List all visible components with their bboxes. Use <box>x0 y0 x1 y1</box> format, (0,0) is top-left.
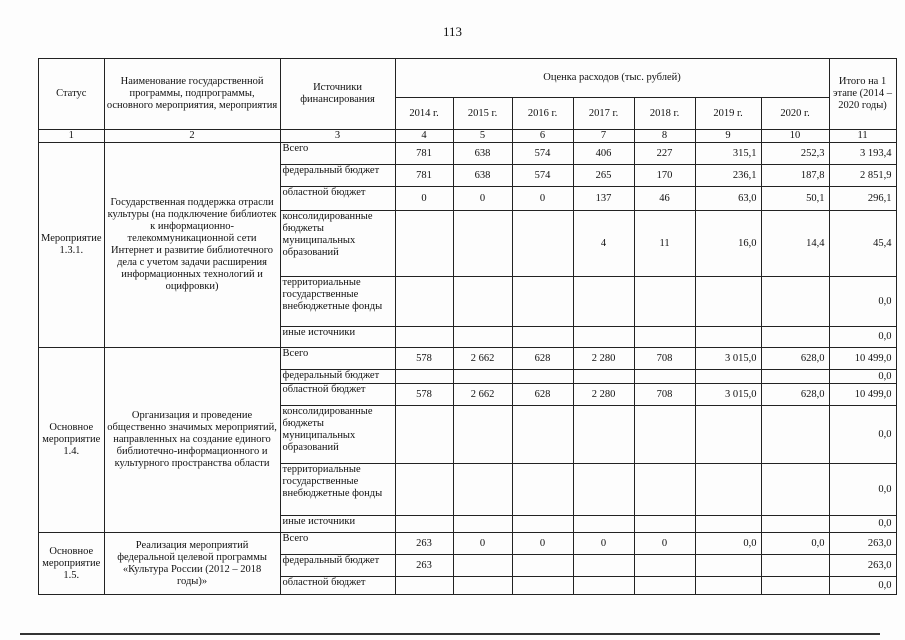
value-cell: 628 <box>512 348 573 370</box>
value-cell <box>573 577 634 595</box>
value-cell <box>695 370 761 384</box>
value-cell: 3 015,0 <box>695 384 761 406</box>
value-cell <box>634 370 695 384</box>
source-cell: федеральный бюджет <box>280 555 395 577</box>
value-cell: 4 <box>573 211 634 277</box>
value-cell <box>761 370 829 384</box>
value-cell <box>695 577 761 595</box>
value-cell <box>573 516 634 533</box>
value-cell: 315,1 <box>695 143 761 165</box>
value-cell <box>695 555 761 577</box>
column-number: 7 <box>573 130 634 143</box>
total-cell: 296,1 <box>829 187 896 211</box>
column-number: 4 <box>395 130 453 143</box>
value-cell: 574 <box>512 165 573 187</box>
value-cell: 0,0 <box>761 533 829 555</box>
header-year: 2019 г. <box>695 98 761 130</box>
value-cell <box>395 577 453 595</box>
value-cell <box>573 327 634 348</box>
value-cell: 3 015,0 <box>695 348 761 370</box>
value-cell <box>761 577 829 595</box>
value-cell <box>453 211 512 277</box>
source-cell: иные источники <box>280 516 395 533</box>
page-number: 113 <box>442 24 463 39</box>
total-cell: 0,0 <box>829 464 896 516</box>
header-year: 2017 г. <box>573 98 634 130</box>
value-cell <box>395 327 453 348</box>
value-cell <box>761 406 829 464</box>
column-number: 8 <box>634 130 695 143</box>
value-cell <box>634 577 695 595</box>
value-cell: 265 <box>573 165 634 187</box>
total-cell: 2 851,9 <box>829 165 896 187</box>
value-cell: 0 <box>453 533 512 555</box>
value-cell <box>453 555 512 577</box>
source-cell: областной бюджет <box>280 577 395 595</box>
name-cell: Организация и проведение общественно значимых мероприятий, направленных на создание единого библиотечно-информационного и культурного пространства области <box>104 348 280 533</box>
value-cell <box>573 555 634 577</box>
column-number: 5 <box>453 130 512 143</box>
value-cell: 574 <box>512 143 573 165</box>
value-cell <box>512 277 573 327</box>
source-cell: федеральный бюджет <box>280 370 395 384</box>
value-cell: 708 <box>634 384 695 406</box>
value-cell <box>634 406 695 464</box>
value-cell: 638 <box>453 143 512 165</box>
total-cell: 3 193,4 <box>829 143 896 165</box>
value-cell <box>395 277 453 327</box>
value-cell <box>453 577 512 595</box>
value-cell <box>695 277 761 327</box>
table-row <box>39 348 897 370</box>
header-total: Итого на 1 этапе (2014 – 2020 годы) <box>829 59 896 130</box>
source-cell: консолидированные бюджеты муниципальных образований <box>280 406 395 464</box>
value-cell: 406 <box>573 143 634 165</box>
value-cell <box>512 555 573 577</box>
source-cell: Всего <box>280 348 395 370</box>
value-cell <box>395 211 453 277</box>
column-number: 3 <box>280 130 395 143</box>
value-cell <box>512 516 573 533</box>
value-cell: 187,8 <box>761 165 829 187</box>
source-cell: федеральный бюджет <box>280 165 395 187</box>
source-cell: областной бюджет <box>280 384 395 406</box>
column-number: 2 <box>104 130 280 143</box>
value-cell: 0 <box>573 533 634 555</box>
value-cell <box>695 327 761 348</box>
value-cell: 137 <box>573 187 634 211</box>
value-cell: 0 <box>395 187 453 211</box>
value-cell <box>512 464 573 516</box>
value-cell: 0 <box>512 533 573 555</box>
status-cell: Основное мероприятие 1.5. <box>39 533 105 595</box>
value-cell <box>453 370 512 384</box>
value-cell: 170 <box>634 165 695 187</box>
total-cell: 0,0 <box>829 327 896 348</box>
value-cell: 236,1 <box>695 165 761 187</box>
value-cell <box>634 516 695 533</box>
value-cell <box>453 516 512 533</box>
value-cell: 252,3 <box>761 143 829 165</box>
value-cell <box>761 464 829 516</box>
value-cell: 628 <box>512 384 573 406</box>
bottom-rule <box>20 633 880 635</box>
value-cell: 0 <box>512 187 573 211</box>
status-cell: Мероприятие 1.3.1. <box>39 143 105 348</box>
header-year: 2020 г. <box>761 98 829 130</box>
value-cell <box>512 577 573 595</box>
value-cell <box>395 516 453 533</box>
total-cell: 263,0 <box>829 555 896 577</box>
source-cell: Всего <box>280 143 395 165</box>
value-cell <box>761 277 829 327</box>
value-cell: 263 <box>395 555 453 577</box>
source-cell: территориальные государственные внебюджетные фонды <box>280 277 395 327</box>
header-estimate: Оценка расходов (тыс. рублей) <box>395 59 829 98</box>
name-cell: Реализация мероприятий федеральной целевой программы «Культура России (2012 – 2018 годы)» <box>104 533 280 595</box>
value-cell: 0 <box>634 533 695 555</box>
value-cell: 46 <box>634 187 695 211</box>
value-cell: 708 <box>634 348 695 370</box>
value-cell <box>453 277 512 327</box>
value-cell: 0 <box>453 187 512 211</box>
name-cell: Государственная поддержка отрасли культуры (на подключение библиотек к информационно-телекоммуникационной сети Интернет и развитие библиотечного дела с учетом задачи расширения информационных технологий и оцифровки) <box>104 143 280 348</box>
value-cell <box>573 464 634 516</box>
header-sources: Источники финансирования <box>280 59 395 130</box>
header-status: Статус <box>39 59 105 130</box>
value-cell <box>453 406 512 464</box>
value-cell <box>695 406 761 464</box>
value-cell: 11 <box>634 211 695 277</box>
header-year: 2018 г. <box>634 98 695 130</box>
header-year: 2015 г. <box>453 98 512 130</box>
table-body <box>39 143 897 595</box>
value-cell <box>395 370 453 384</box>
total-cell: 0,0 <box>829 516 896 533</box>
table-row <box>39 533 897 555</box>
value-cell: 628,0 <box>761 348 829 370</box>
value-cell: 50,1 <box>761 187 829 211</box>
value-cell: 263 <box>395 533 453 555</box>
total-cell: 0,0 <box>829 277 896 327</box>
value-cell <box>573 277 634 327</box>
value-cell <box>395 406 453 464</box>
source-cell: Всего <box>280 533 395 555</box>
total-cell: 0,0 <box>829 406 896 464</box>
source-cell: областной бюджет <box>280 187 395 211</box>
expenditure-table <box>38 58 897 595</box>
value-cell <box>634 464 695 516</box>
total-cell: 0,0 <box>829 577 896 595</box>
value-cell: 16,0 <box>695 211 761 277</box>
value-cell <box>512 211 573 277</box>
status-cell: Основное мероприятие 1.4. <box>39 348 105 533</box>
value-cell <box>395 464 453 516</box>
value-cell <box>512 406 573 464</box>
value-cell: 781 <box>395 143 453 165</box>
value-cell: 578 <box>395 384 453 406</box>
value-cell: 227 <box>634 143 695 165</box>
column-number: 6 <box>512 130 573 143</box>
value-cell: 628,0 <box>761 384 829 406</box>
value-cell <box>761 516 829 533</box>
value-cell <box>573 370 634 384</box>
value-cell: 638 <box>453 165 512 187</box>
header-name: Наименование государственной программы, подпрограммы, основного мероприятия, мероприятия <box>104 59 280 130</box>
value-cell <box>695 464 761 516</box>
value-cell <box>695 516 761 533</box>
value-cell: 2 280 <box>573 348 634 370</box>
total-cell: 45,4 <box>829 211 896 277</box>
header-year: 2014 г. <box>395 98 453 130</box>
column-number: 11 <box>829 130 896 143</box>
value-cell <box>634 277 695 327</box>
value-cell: 2 662 <box>453 348 512 370</box>
total-cell: 10 499,0 <box>829 384 896 406</box>
value-cell <box>634 555 695 577</box>
value-cell <box>512 370 573 384</box>
column-number: 1 <box>39 130 105 143</box>
column-number: 10 <box>761 130 829 143</box>
source-cell: территориальные государственные внебюджетные фонды <box>280 464 395 516</box>
value-cell: 0,0 <box>695 533 761 555</box>
value-cell: 63,0 <box>695 187 761 211</box>
value-cell <box>453 327 512 348</box>
header-year: 2016 г. <box>512 98 573 130</box>
source-cell: консолидированные бюджеты муниципальных образований <box>280 211 395 277</box>
total-cell: 0,0 <box>829 370 896 384</box>
column-numbers-row <box>39 130 897 143</box>
value-cell: 578 <box>395 348 453 370</box>
value-cell <box>512 327 573 348</box>
value-cell: 2 662 <box>453 384 512 406</box>
total-cell: 10 499,0 <box>829 348 896 370</box>
column-number: 9 <box>695 130 761 143</box>
value-cell: 781 <box>395 165 453 187</box>
table-row <box>39 143 897 165</box>
value-cell <box>634 327 695 348</box>
value-cell <box>453 464 512 516</box>
total-cell: 263,0 <box>829 533 896 555</box>
source-cell: иные источники <box>280 327 395 348</box>
value-cell <box>573 406 634 464</box>
value-cell: 2 280 <box>573 384 634 406</box>
value-cell <box>761 555 829 577</box>
value-cell: 14,4 <box>761 211 829 277</box>
value-cell <box>761 327 829 348</box>
